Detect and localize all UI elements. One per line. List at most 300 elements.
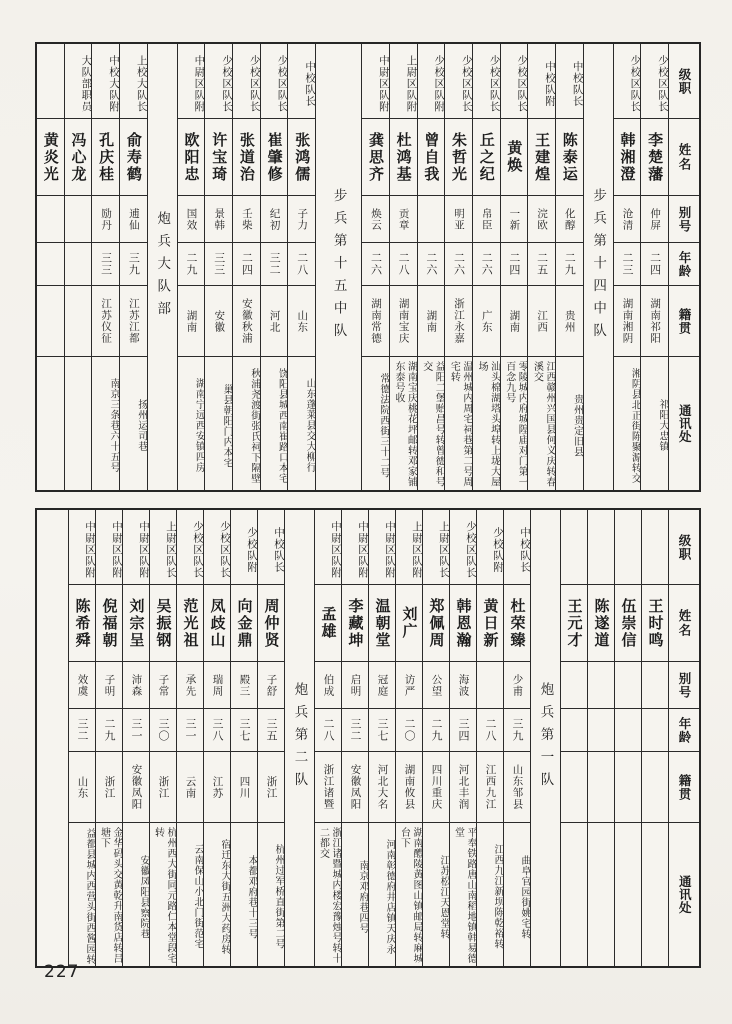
native-cell: 浙江永嘉 bbox=[445, 285, 472, 356]
section-title: 步兵第十五中队 bbox=[331, 188, 347, 346]
age-cell: 三二 bbox=[342, 708, 368, 751]
age-cell: 二八 bbox=[390, 242, 417, 285]
rank-cell: 中尉区队附 bbox=[377, 54, 389, 113]
native-cell: 山东 bbox=[288, 285, 315, 356]
person-column bbox=[204, 510, 231, 966]
native-cell: 云南 bbox=[177, 751, 203, 822]
native-cell: 四川重庆 bbox=[423, 751, 449, 822]
person-column bbox=[614, 44, 642, 490]
age-cell bbox=[642, 708, 668, 751]
alias-cell: 访严 bbox=[396, 661, 422, 708]
name-cell: 孟雄 bbox=[315, 584, 341, 661]
alias-cell: 子明 bbox=[96, 661, 122, 708]
native-cell: 浙江 bbox=[96, 751, 122, 822]
rank-cell: 少校区队长 bbox=[465, 520, 476, 579]
age-cell: 三九 bbox=[120, 242, 147, 285]
age-cell: 二九 bbox=[423, 708, 449, 751]
person-column bbox=[396, 510, 423, 966]
address-cell bbox=[561, 822, 587, 966]
rank-cell bbox=[561, 510, 587, 584]
native-cell: 江苏仪征 bbox=[92, 285, 119, 356]
section-title: 炮兵第一队 bbox=[538, 681, 554, 795]
name-cell: 王建煌 bbox=[528, 118, 555, 195]
native-cell: 安徽秋浦 bbox=[233, 285, 260, 356]
native-cell: 四川 bbox=[231, 751, 257, 822]
rank-cell: 中校队长 bbox=[273, 526, 284, 573]
rank-cell bbox=[588, 510, 614, 584]
native-cell: 浙江诸暨 bbox=[315, 751, 341, 822]
person-column bbox=[362, 44, 390, 490]
person-column bbox=[120, 44, 148, 490]
name-cell: 周仲贤 bbox=[258, 584, 284, 661]
native-cell bbox=[615, 751, 641, 822]
address-cell: 金华码头交黄乾升南货店转吕塘下 bbox=[96, 822, 122, 966]
rank-cell bbox=[642, 510, 668, 584]
name-cell: 温朝堂 bbox=[369, 584, 395, 661]
rank-cell: 少校区队长 bbox=[221, 54, 233, 113]
alias-cell: 一新 bbox=[501, 195, 528, 242]
alias-cell: 少甫 bbox=[504, 661, 530, 708]
address-cell: 贵州贵定旧县 bbox=[556, 356, 583, 490]
section-title-column bbox=[148, 44, 178, 490]
name-cell: 向金鼎 bbox=[231, 584, 257, 661]
rank-cell: 上尉区队附 bbox=[411, 520, 422, 579]
person-column bbox=[528, 44, 556, 490]
name-cell: 龚思齐 bbox=[362, 118, 389, 195]
address-cell: 湖南宁远西安镇四房 bbox=[178, 356, 205, 490]
address-cell: 扬州运司巷 bbox=[120, 356, 147, 490]
personnel-table-top bbox=[35, 42, 701, 492]
alias-cell: 逋仙 bbox=[120, 195, 147, 242]
native-cell: 湖南攸县 bbox=[396, 751, 422, 822]
native-cell: 湖南 bbox=[418, 285, 445, 356]
address-cell: 祁阳大忠镇 bbox=[641, 356, 668, 490]
rank-cell bbox=[615, 510, 641, 584]
name-cell: 李藏坤 bbox=[342, 584, 368, 661]
age-cell: 三一 bbox=[177, 708, 203, 751]
name-cell: 陈希舜 bbox=[69, 584, 95, 661]
native-cell bbox=[561, 751, 587, 822]
native-cell: 广东 bbox=[473, 285, 500, 356]
field-header-column bbox=[669, 510, 699, 966]
name-cell: 杜鸿基 bbox=[390, 118, 417, 195]
native-cell: 湖南宝庆 bbox=[390, 285, 417, 356]
alias-cell: 贡章 bbox=[390, 195, 417, 242]
section-title: 炮兵大队部 bbox=[155, 210, 171, 324]
person-column bbox=[288, 44, 316, 490]
address-cell: 汕头棉湖塔头埠转上垅大屋场 bbox=[473, 356, 500, 490]
section-title: 炮兵第二队 bbox=[292, 681, 308, 795]
address-cell: 江西赣州兴国县何义庆转春溪交 bbox=[528, 356, 555, 490]
age-cell: 二九 bbox=[178, 242, 205, 285]
age-cell: 三三 bbox=[205, 242, 232, 285]
alias-cell: 子舒 bbox=[258, 661, 284, 708]
age-cell: 三七 bbox=[231, 708, 257, 751]
name-cell: 刘广 bbox=[396, 584, 422, 661]
rank-cell: 少校区队长 bbox=[657, 54, 668, 113]
name-cell: 崔肇修 bbox=[261, 118, 288, 195]
name-cell: 王元才 bbox=[561, 584, 587, 661]
age-cell: 二六 bbox=[445, 242, 472, 285]
person-column bbox=[615, 510, 642, 966]
name-cell: 伍崇信 bbox=[615, 584, 641, 661]
age-cell bbox=[65, 242, 92, 285]
age-cell: 二六 bbox=[418, 242, 445, 285]
native-cell: 湖南 bbox=[501, 285, 528, 356]
native-cell: 山东 bbox=[69, 751, 95, 822]
section-title-column bbox=[316, 44, 362, 490]
person-column bbox=[642, 510, 669, 966]
address-cell bbox=[615, 822, 641, 966]
address-cell bbox=[65, 356, 92, 490]
alias-cell: 焕云 bbox=[362, 195, 389, 242]
rank-cell: 少校区队附 bbox=[433, 54, 445, 113]
person-column bbox=[123, 510, 150, 966]
alias-cell: 伯成 bbox=[315, 661, 341, 708]
native-cell: 河北丰润 bbox=[450, 751, 476, 822]
alias-cell: 公望 bbox=[423, 661, 449, 708]
name-cell: 王时鸣 bbox=[642, 584, 668, 661]
alias-cell bbox=[561, 661, 587, 708]
name-cell: 曾自我 bbox=[418, 118, 445, 195]
header-age: 年龄 bbox=[669, 242, 699, 285]
native-cell: 贵州 bbox=[556, 285, 583, 356]
header-age: 年龄 bbox=[669, 708, 699, 751]
person-column bbox=[641, 44, 669, 490]
rank-cell: 中尉区队附 bbox=[138, 520, 149, 579]
alias-cell: 冠庭 bbox=[369, 661, 395, 708]
person-column bbox=[231, 510, 258, 966]
rank-cell: 上尉区队长 bbox=[438, 520, 449, 579]
name-cell: 俞寿鹤 bbox=[120, 118, 147, 195]
person-column bbox=[418, 44, 446, 490]
person-column bbox=[150, 510, 177, 966]
person-column bbox=[588, 510, 615, 966]
alias-cell bbox=[418, 195, 445, 242]
header-rank: 级职 bbox=[677, 533, 691, 561]
native-cell: 安徽 bbox=[205, 285, 232, 356]
native-cell: 湖南湘阴 bbox=[614, 285, 641, 356]
alias-cell: 瑞周 bbox=[204, 661, 230, 708]
person-column bbox=[473, 44, 501, 490]
person-column bbox=[92, 44, 120, 490]
address-cell: 浙江诸暨城内楼宏豫烛号转十二都交 bbox=[315, 822, 341, 966]
name-cell: 丘之纪 bbox=[473, 118, 500, 195]
name-cell: 黄日新 bbox=[477, 584, 503, 661]
age-cell bbox=[561, 708, 587, 751]
rank-cell: 中尉区队附 bbox=[111, 520, 122, 579]
address-cell: 南京邓府巷四号 bbox=[342, 822, 368, 966]
address-cell: 益阳二堡贻昌号转曾德和号交 bbox=[418, 356, 445, 490]
rank-cell: 少校区队长 bbox=[460, 54, 472, 113]
age-cell: 三九 bbox=[504, 708, 530, 751]
person-column bbox=[556, 44, 584, 490]
name-cell: 韩湘澄 bbox=[614, 118, 641, 195]
age-cell: 二六 bbox=[473, 242, 500, 285]
rank-cell: 中尉区队附 bbox=[330, 520, 341, 579]
rank-cell: 上尉区队长 bbox=[165, 520, 176, 579]
rank-cell: 上尉区队附 bbox=[405, 54, 417, 113]
person-column bbox=[233, 44, 261, 490]
rank-cell: 上校大队长 bbox=[135, 54, 147, 113]
age-cell: 二八 bbox=[477, 708, 503, 751]
alias-cell: 殿三 bbox=[231, 661, 257, 708]
alias-cell: 承先 bbox=[177, 661, 203, 708]
alias-cell: 仲屏 bbox=[641, 195, 668, 242]
age-cell: 三一 bbox=[123, 708, 149, 751]
rank-cell: 中尉区队附 bbox=[357, 520, 368, 579]
personnel-table-bottom bbox=[35, 508, 701, 968]
name-cell: 倪福朝 bbox=[96, 584, 122, 661]
age-cell: 三五 bbox=[258, 708, 284, 751]
rank-cell: 少校区队长 bbox=[488, 54, 500, 113]
name-cell: 孔庆桂 bbox=[92, 118, 119, 195]
address-cell: 杭州西大街同元路仁本堂段宅转 bbox=[150, 822, 176, 966]
alias-cell: 沛森 bbox=[123, 661, 149, 708]
name-cell: 冯心龙 bbox=[65, 118, 92, 195]
alias-cell: 化醇 bbox=[556, 195, 583, 242]
rank-cell: 中尉区队附 bbox=[193, 54, 205, 113]
age-cell bbox=[588, 708, 614, 751]
person-column bbox=[96, 510, 123, 966]
name-cell: 李楚藩 bbox=[641, 118, 668, 195]
alias-cell: 励丹 bbox=[92, 195, 119, 242]
rank-cell: 中校队长 bbox=[304, 60, 316, 107]
header-address: 通讯处 bbox=[669, 356, 699, 490]
person-column bbox=[342, 510, 369, 966]
rank-cell: 大队部职员 bbox=[80, 54, 92, 113]
alias-cell bbox=[65, 195, 92, 242]
rank-cell: 中校队附 bbox=[543, 60, 555, 107]
rank-cell: 少校区队长 bbox=[516, 54, 528, 113]
rank-cell: 中尉区队附 bbox=[84, 520, 95, 579]
age-cell: 三二 bbox=[261, 242, 288, 285]
section-title-column bbox=[531, 510, 561, 966]
address-cell bbox=[588, 822, 614, 966]
alias-cell: 景韩 bbox=[205, 195, 232, 242]
native-cell bbox=[588, 751, 614, 822]
person-column bbox=[69, 510, 96, 966]
age-cell: 二〇 bbox=[396, 708, 422, 751]
address-cell: 宿迁东大街五洲大药房转 bbox=[204, 822, 230, 966]
alias-cell: 子力 bbox=[288, 195, 315, 242]
person-column bbox=[37, 44, 65, 490]
name-cell: 朱哲光 bbox=[445, 118, 472, 195]
header-rank: 级职 bbox=[677, 67, 691, 95]
header-native: 籍贯 bbox=[669, 285, 699, 356]
person-column bbox=[178, 44, 206, 490]
age-cell: 二九 bbox=[556, 242, 583, 285]
alias-cell: 子常 bbox=[150, 661, 176, 708]
person-column bbox=[445, 44, 473, 490]
name-cell: 郑佩周 bbox=[423, 584, 449, 661]
address-cell: 零陵城内府城隍庙对门第一百念九号 bbox=[501, 356, 528, 490]
name-cell: 凤歧山 bbox=[204, 584, 230, 661]
header-name: 姓名 bbox=[669, 118, 699, 195]
address-cell: 常德法院西街三十二号 bbox=[362, 356, 389, 490]
native-cell: 江西 bbox=[528, 285, 555, 356]
name-cell: 陈泰运 bbox=[556, 118, 583, 195]
rank-cell: 少校队附 bbox=[246, 526, 257, 573]
name-cell: 刘宗呈 bbox=[123, 584, 149, 661]
address-cell: 南京三条巷六十五号 bbox=[92, 356, 119, 490]
age-cell: 三七 bbox=[369, 708, 395, 751]
native-cell: 湖南 bbox=[178, 285, 205, 356]
field-header-column bbox=[669, 44, 699, 490]
section-title-column bbox=[584, 44, 614, 490]
address-cell: 安徽凤阳县察院巷 bbox=[123, 822, 149, 966]
page-number: 227 bbox=[44, 962, 80, 982]
native-cell: 江苏 bbox=[204, 751, 230, 822]
age-cell: 二八 bbox=[288, 242, 315, 285]
alias-cell: 浣欧 bbox=[528, 195, 555, 242]
name-cell: 张鸿儒 bbox=[288, 118, 315, 195]
address-cell: 饶阳县城西南崔路口本宅 bbox=[261, 356, 288, 490]
person-column bbox=[450, 510, 477, 966]
rank-cell bbox=[37, 44, 64, 118]
person-column bbox=[390, 44, 418, 490]
rank-cell: 少校队附 bbox=[492, 526, 503, 573]
alias-cell bbox=[642, 661, 668, 708]
alias-cell bbox=[588, 661, 614, 708]
alias-cell: 壬柴 bbox=[233, 195, 260, 242]
address-cell: 温州城内周宅祠巷第二号周宅转 bbox=[445, 356, 472, 490]
age-cell: 二四 bbox=[641, 242, 668, 285]
address-cell: 杭州过军桥直街第二号 bbox=[258, 822, 284, 966]
alias-cell: 纪初 bbox=[261, 195, 288, 242]
address-cell bbox=[37, 356, 64, 490]
native-cell: 安徽凤阳 bbox=[123, 751, 149, 822]
alias-cell: 明亚 bbox=[445, 195, 472, 242]
header-alias: 别号 bbox=[669, 195, 699, 242]
name-cell: 杜荣臻 bbox=[504, 584, 530, 661]
address-cell: 云南保山小北门街范宅 bbox=[177, 822, 203, 966]
native-cell bbox=[642, 751, 668, 822]
address-cell bbox=[642, 822, 668, 966]
person-column bbox=[258, 510, 285, 966]
rank-cell: 少校区队长 bbox=[248, 54, 260, 113]
age-cell: 三四 bbox=[450, 708, 476, 751]
age-cell: 三二 bbox=[69, 708, 95, 751]
native-cell: 江西九江 bbox=[477, 751, 503, 822]
section-title: 步兵第十四中队 bbox=[591, 188, 607, 346]
address-cell: 湘阴县北正街陈聚源转交 bbox=[614, 356, 641, 490]
native-cell: 浙江 bbox=[258, 751, 284, 822]
name-cell: 吴振钢 bbox=[150, 584, 176, 661]
header-alias: 别号 bbox=[669, 661, 699, 708]
age-cell: 二五 bbox=[528, 242, 555, 285]
alias-cell bbox=[37, 195, 64, 242]
name-cell: 许宝琦 bbox=[205, 118, 232, 195]
age-cell: 二三 bbox=[614, 242, 641, 285]
address-cell: 巢县朝阳门内本宅 bbox=[205, 356, 232, 490]
empty-column bbox=[37, 510, 69, 966]
native-cell bbox=[65, 285, 92, 356]
person-column bbox=[205, 44, 233, 490]
address-cell: 江西九江新坝陈乾裕转 bbox=[477, 822, 503, 966]
address-cell: 湖南醴陵黄图山镇邮局转麻城台下 bbox=[396, 822, 422, 966]
person-column bbox=[477, 510, 504, 966]
name-cell: 黄焕 bbox=[501, 118, 528, 195]
empty-cell bbox=[37, 510, 68, 966]
header-native: 籍贯 bbox=[669, 751, 699, 822]
person-column bbox=[423, 510, 450, 966]
native-cell: 河北 bbox=[261, 285, 288, 356]
rank-cell: 少校区队长 bbox=[276, 54, 288, 113]
name-cell: 韩恩瀚 bbox=[450, 584, 476, 661]
person-column bbox=[561, 510, 588, 966]
age-cell: 三八 bbox=[204, 708, 230, 751]
native-cell: 湖南祁阳 bbox=[641, 285, 668, 356]
address-cell: 本都邓府巷十三号 bbox=[231, 822, 257, 966]
header-name: 姓名 bbox=[669, 584, 699, 661]
header-address: 通讯处 bbox=[669, 822, 699, 966]
address-cell: 江苏松江天恩堂转 bbox=[423, 822, 449, 966]
native-cell: 湖南常德 bbox=[362, 285, 389, 356]
name-cell: 张道治 bbox=[233, 118, 260, 195]
rank-cell: 中校队长 bbox=[571, 60, 583, 107]
alias-cell bbox=[477, 661, 503, 708]
alias-cell: 海波 bbox=[450, 661, 476, 708]
name-cell: 范光祖 bbox=[177, 584, 203, 661]
alias-cell: 效虞 bbox=[69, 661, 95, 708]
native-cell: 江苏江都 bbox=[120, 285, 147, 356]
rank-cell: 中尉区队附 bbox=[384, 520, 395, 579]
address-cell: 河南彰德府井店镇天庆永 bbox=[369, 822, 395, 966]
person-column bbox=[261, 44, 289, 490]
age-cell: 二四 bbox=[501, 242, 528, 285]
age-cell bbox=[615, 708, 641, 751]
name-cell: 欧阳忠 bbox=[178, 118, 205, 195]
person-column bbox=[501, 44, 529, 490]
native-cell: 河北大名 bbox=[369, 751, 395, 822]
alias-cell: 启明 bbox=[342, 661, 368, 708]
age-cell: 二四 bbox=[233, 242, 260, 285]
person-column bbox=[65, 44, 93, 490]
alias-cell bbox=[615, 661, 641, 708]
age-cell: 三三 bbox=[92, 242, 119, 285]
age-cell: 二八 bbox=[315, 708, 341, 751]
rank-cell: 中校大队附 bbox=[108, 54, 119, 113]
name-cell: 黄炎光 bbox=[37, 118, 64, 195]
native-cell bbox=[37, 285, 64, 356]
age-cell: 二六 bbox=[362, 242, 389, 285]
age-cell bbox=[37, 242, 64, 285]
address-cell: 秋浦尧渡街张氏祠下隔壁 bbox=[233, 356, 260, 490]
alias-cell: 国效 bbox=[178, 195, 205, 242]
address-cell: 益都县城内西营头街西酱园转 bbox=[69, 822, 95, 966]
address-cell: 曲阜官园街姚宅转 bbox=[504, 822, 530, 966]
person-column bbox=[315, 510, 342, 966]
name-cell: 陈遂道 bbox=[588, 584, 614, 661]
alias-cell: 帛臣 bbox=[473, 195, 500, 242]
address-cell: 湖南宝庆桃花坪邮转邓家铺东泰号收 bbox=[390, 356, 417, 490]
native-cell: 山东邹县 bbox=[504, 751, 530, 822]
rank-cell: 少校区队长 bbox=[192, 520, 203, 579]
address-cell: 山东蓬莱县交大柳行 bbox=[288, 356, 315, 490]
alias-cell: 沧清 bbox=[614, 195, 641, 242]
person-column bbox=[504, 510, 531, 966]
section-title-column bbox=[285, 510, 315, 966]
person-column bbox=[369, 510, 396, 966]
rank-cell: 中校队长 bbox=[519, 526, 530, 573]
rank-cell: 少校区队长 bbox=[629, 54, 641, 113]
age-cell: 三〇 bbox=[150, 708, 176, 751]
rank-cell: 少校区队长 bbox=[219, 520, 230, 579]
native-cell: 浙江 bbox=[150, 751, 176, 822]
person-column bbox=[177, 510, 204, 966]
address-cell: 平奉铁路唐山南稻地镇韩易德堂 bbox=[450, 822, 476, 966]
